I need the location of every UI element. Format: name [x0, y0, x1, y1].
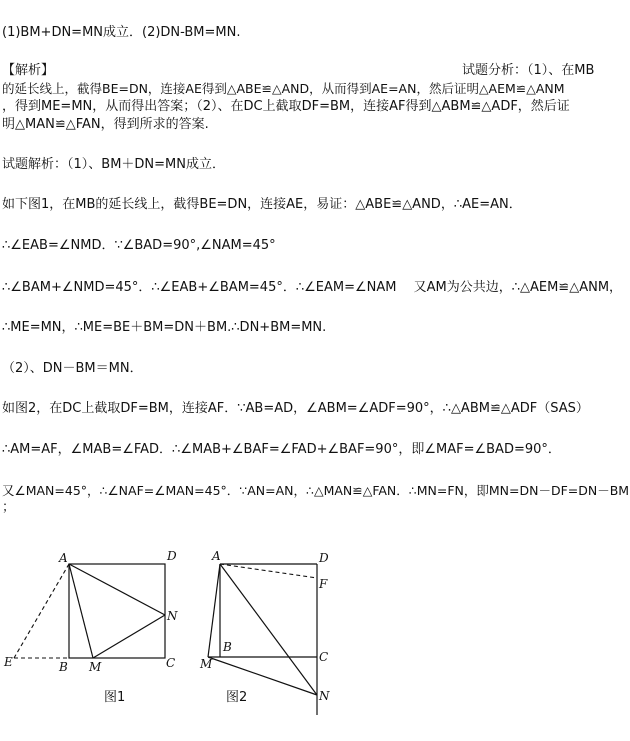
segment-ae-dashed [14, 564, 69, 658]
solution-step-8: 又∠MAN=45°，∴∠NAF=∠MAN=45°．∵AN=AN，∴△MAN≌△FAN．∴MN=FN，即MN=DN－DF=DN－BM [2, 483, 630, 498]
solution-step-9: ； [2, 500, 16, 515]
figure-1 [0, 540, 200, 690]
answer-line: (1)BM+DN=MN成立．(2)DN-BM=MN. [2, 25, 241, 40]
analysis-tag: 【解析】 [2, 63, 55, 78]
solution-step-1: 如下图1，在MB的延长线上，截得BE=DN，连接AE，易证：△ABE≌△AND，∴AE=AN． [2, 197, 522, 212]
solution-step-5: （2）、DN－BM＝MN． [2, 361, 143, 376]
label-b: B [59, 660, 68, 674]
label-d: D [167, 549, 177, 563]
analysis-line-3: 明△MAN≌△FAN，得到所求的答案. [2, 117, 209, 132]
label-d: D [319, 551, 329, 565]
label-a: A [59, 551, 68, 565]
segment-mn [208, 657, 317, 695]
segment-an [69, 564, 165, 615]
segment-am [208, 564, 220, 657]
label-b: B [223, 640, 232, 654]
solution-intro: 试题解析：（1）、BM＋DN=MN成立． [2, 157, 225, 172]
analysis-heading: 试题分析：（1）、在MB [462, 63, 595, 78]
solution-step-2: ∴∠EAB=∠NMD．∵∠BAD=90°,∠NAM=45° [2, 238, 276, 253]
label-n: N [319, 689, 330, 703]
label-c: C [166, 656, 176, 670]
label-c: C [319, 650, 329, 664]
segment-am [69, 564, 93, 658]
label-m: M [89, 660, 102, 674]
label-m: M [200, 657, 213, 671]
analysis-line-2: ，得到ME=MN，从而得出答案；（2）、在DC上截取DF=BM，连接AF得到△ABM≌△ADF，然后证 [2, 99, 570, 114]
analysis-line-1: 的延长线上，截得BE=DN，连接AE得到△ABE≌△AND，从而得到AE=AN，然后证明△AEM≌△ANM [2, 81, 565, 96]
solution-step-7: ∴AM=AF，∠MAB=∠FAD．∴∠MAB+∠BAF=∠FAD+∠BAF=90°，即∠MAF=∠BAD=90°． [2, 442, 561, 457]
figure-2 [190, 540, 340, 720]
solution-step-6: 如图2，在DC上截取DF=BM，连接AF．∵AB=AD，∠ABM=∠ADF=90°，∴△ABM≌△ADF（SAS） [2, 401, 589, 416]
figure-2-caption: 图2 [226, 690, 248, 705]
label-e: E [4, 655, 13, 669]
solution-step-3: ∴∠BAM+∠NMD=45°．∴∠EAB+∠BAM=45°．∴∠EAM=∠NAM 又AM为公共边，∴△AEM≌△ANM， [2, 280, 623, 295]
segment-af-dashed [220, 564, 317, 578]
segment-an [220, 564, 317, 695]
label-n: N [167, 609, 178, 623]
label-f: F [319, 577, 328, 591]
figure-1-caption: 图1 [104, 690, 126, 705]
label-a: A [212, 549, 221, 563]
solution-step-4: ∴ME=MN，∴ME=BE＋BM=DN＋BM.∴DN+BM=MN. [2, 320, 327, 335]
segment-mn [93, 615, 165, 658]
